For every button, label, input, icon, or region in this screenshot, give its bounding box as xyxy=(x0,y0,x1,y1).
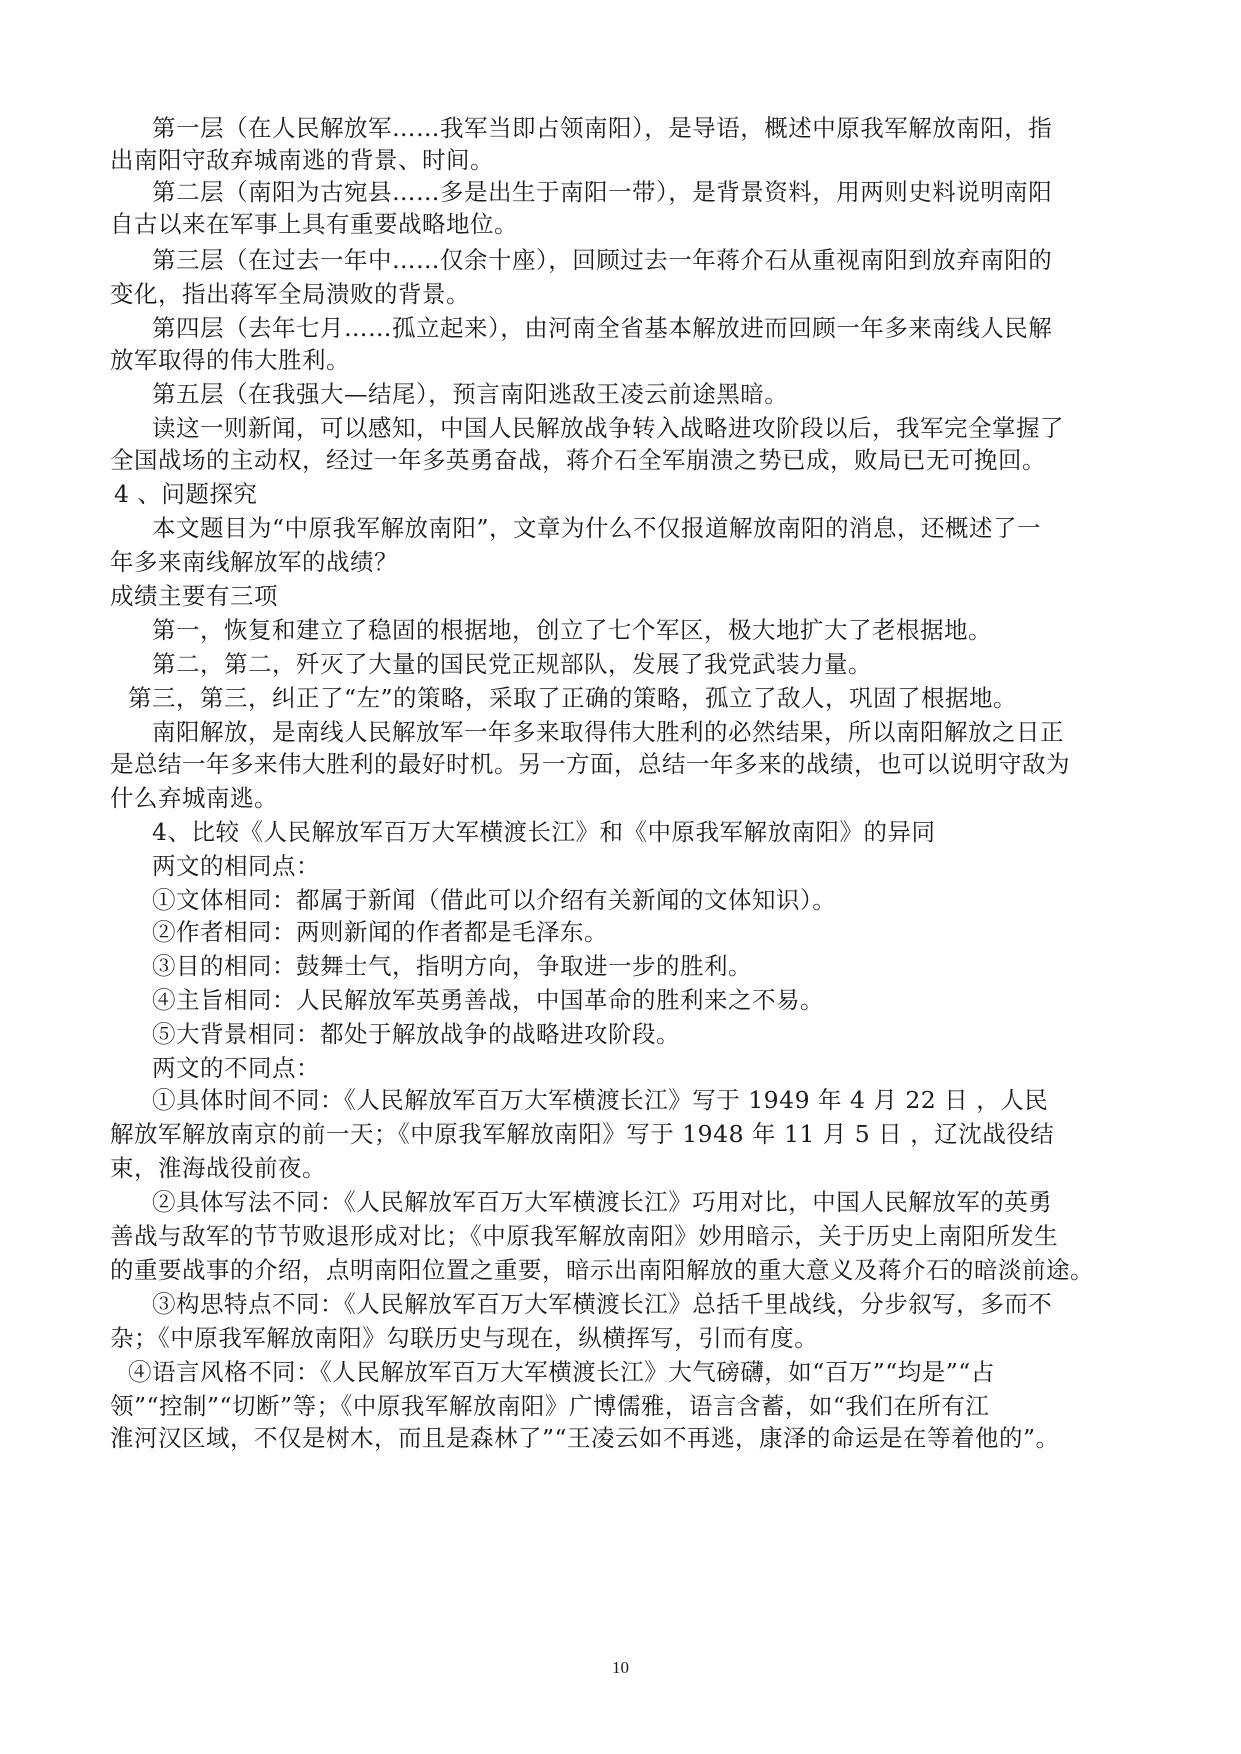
text-line: 第四层（去年七月……孤立起来），由河南全省基本解放进而回顾一年多来南线人民解 xyxy=(152,314,1053,342)
list-item: ②作者相同：两则新闻的作者都是毛泽东。 xyxy=(152,918,608,946)
text-line: 淮河汉区域，不仅是树木，而且是森林了”“王凌云如不再逃，康泽的命运是在等着他的”。 xyxy=(110,1424,1060,1452)
text-line: 什么弃城南逃。 xyxy=(110,784,278,812)
page-number: 10 xyxy=(612,1658,629,1677)
text-line: 全国战场的主动权，经过一年多英勇奋战，蒋介石全军崩溃之势已成，败局已无可挽回。 xyxy=(110,446,1046,474)
text-line: 出南阳守敌弃城南逃的背景、时间。 xyxy=(110,146,494,174)
text-line: 是总结一年多来伟大胜利的最好时机。另一方面，总结一年多来的战绩，也可以说明守敌为 xyxy=(110,750,1070,778)
text-line: 自古以来在军事上具有重要战略地位。 xyxy=(110,210,518,238)
list-item: ④语言风格不同：《人民解放军百万大军横渡长江》大气磅礴，如“百万”“均是”“占 xyxy=(128,1358,995,1386)
list-item: ⑤大背景相同：都处于解放战争的战略进攻阶段。 xyxy=(152,1020,680,1048)
text-line: 读这一则新闻，可以感知，中国人民解放战争转入战略进攻阶段以后，我军完全掌握了 xyxy=(152,414,1064,442)
section-heading: 4 、问题探究 xyxy=(114,480,258,508)
text-line: 第五层（在我强大—结尾），预言南阳逃敌王凌云前途黑暗。 xyxy=(152,380,789,408)
text-line: 束，淮海战役前夜。 xyxy=(110,1154,326,1182)
list-item: ①文体相同：都属于新闻（借此可以介绍有关新闻的文体知识）。 xyxy=(152,886,837,914)
list-item: ③构思特点不同：《人民解放军百万大军横渡长江》总括千里战线，分步叙写，多而不 xyxy=(152,1290,1053,1318)
text-line: 第一，恢复和建立了稳固的根据地，创立了七个军区，极大地扩大了老根据地。 xyxy=(152,616,992,644)
text-line: 第二，第二，歼灭了大量的国民党正规部队，发展了我党武装力量。 xyxy=(152,650,872,678)
text-line: 的重要战事的介绍，点明南阳位置之重要，暗示出南阳解放的重大意义及蒋介石的暗淡前途。 xyxy=(110,1256,1094,1284)
list-item: ②具体写法不同：《人民解放军百万大军横渡长江》巧用对比，中国人民解放军的英勇 xyxy=(152,1188,1053,1216)
text-line: 善战与敌军的节节败退形成对比；《中原我军解放南阳》妙用暗示，关于历史上南阳所发生 xyxy=(110,1222,1059,1250)
text-line: 第三层（在过去一年中……仅余十座），回顾过去一年蒋介石从重视南阳到放弃南阳的 xyxy=(152,246,1053,274)
list-item: ④主旨相同：人民解放军英勇善战，中国革命的胜利来之不易。 xyxy=(152,986,824,1014)
text-line: 杂；《中原我军解放南阳》勾联历史与现在，纵横挥写，引而有度。 xyxy=(110,1324,819,1352)
text-line: 放军取得的伟大胜利。 xyxy=(110,346,350,374)
text-line: 年多来南线解放军的战绩？ xyxy=(110,548,398,576)
list-item: ③目的相同：鼓舞士气，指明方向，争取进一步的胜利。 xyxy=(152,952,752,980)
list-item: ①具体时间不同：《人民解放军百万大军横渡长江》写于 1949 年 4 月 22 日 ，人民 xyxy=(152,1086,1049,1114)
text-line: 领”“控制”“切断”等；《中原我军解放南阳》广博儒雅，语言含蓄，如“我们在所有江 xyxy=(110,1392,990,1420)
text-line: 两文的相同点： xyxy=(152,852,320,880)
text-line: 两文的不同点： xyxy=(152,1054,320,1082)
text-line: 南阳解放，是南线人民解放军一年多来取得伟大胜利的必然结果，所以南阳解放之日正 xyxy=(152,718,1064,746)
text-line: 成绩主要有三项 xyxy=(110,582,278,610)
section-heading: 4、比较《人民解放军百万大军横渡长江》和《中原我军解放南阳》的异同 xyxy=(152,818,936,846)
text-line: 变化，指出蒋军全局溃败的背景。 xyxy=(110,280,470,308)
text-line: 第二层（南阳为古宛县……多是出生于南阳一带），是背景资料，用两则史料说明南阳 xyxy=(152,178,1053,206)
text-line: 第三，第三，纠正了“左”的策略，采取了正确的策略，孤立了敌人，巩固了根据地。 xyxy=(128,684,1018,712)
text-line: 解放军解放南京的前一天；《中原我军解放南阳》写于 1948 年 11 月 5 日 ，辽沈战役结 xyxy=(110,1120,1055,1148)
text-line: 本文题目为“中原我军解放南阳”，文章为什么不仅报道解放南阳的消息，还概述了一 xyxy=(152,514,1042,542)
text-line: 第一层（在人民解放军……我军当即占领南阳），是导语，概述中原我军解放南阳，指 xyxy=(152,114,1053,142)
